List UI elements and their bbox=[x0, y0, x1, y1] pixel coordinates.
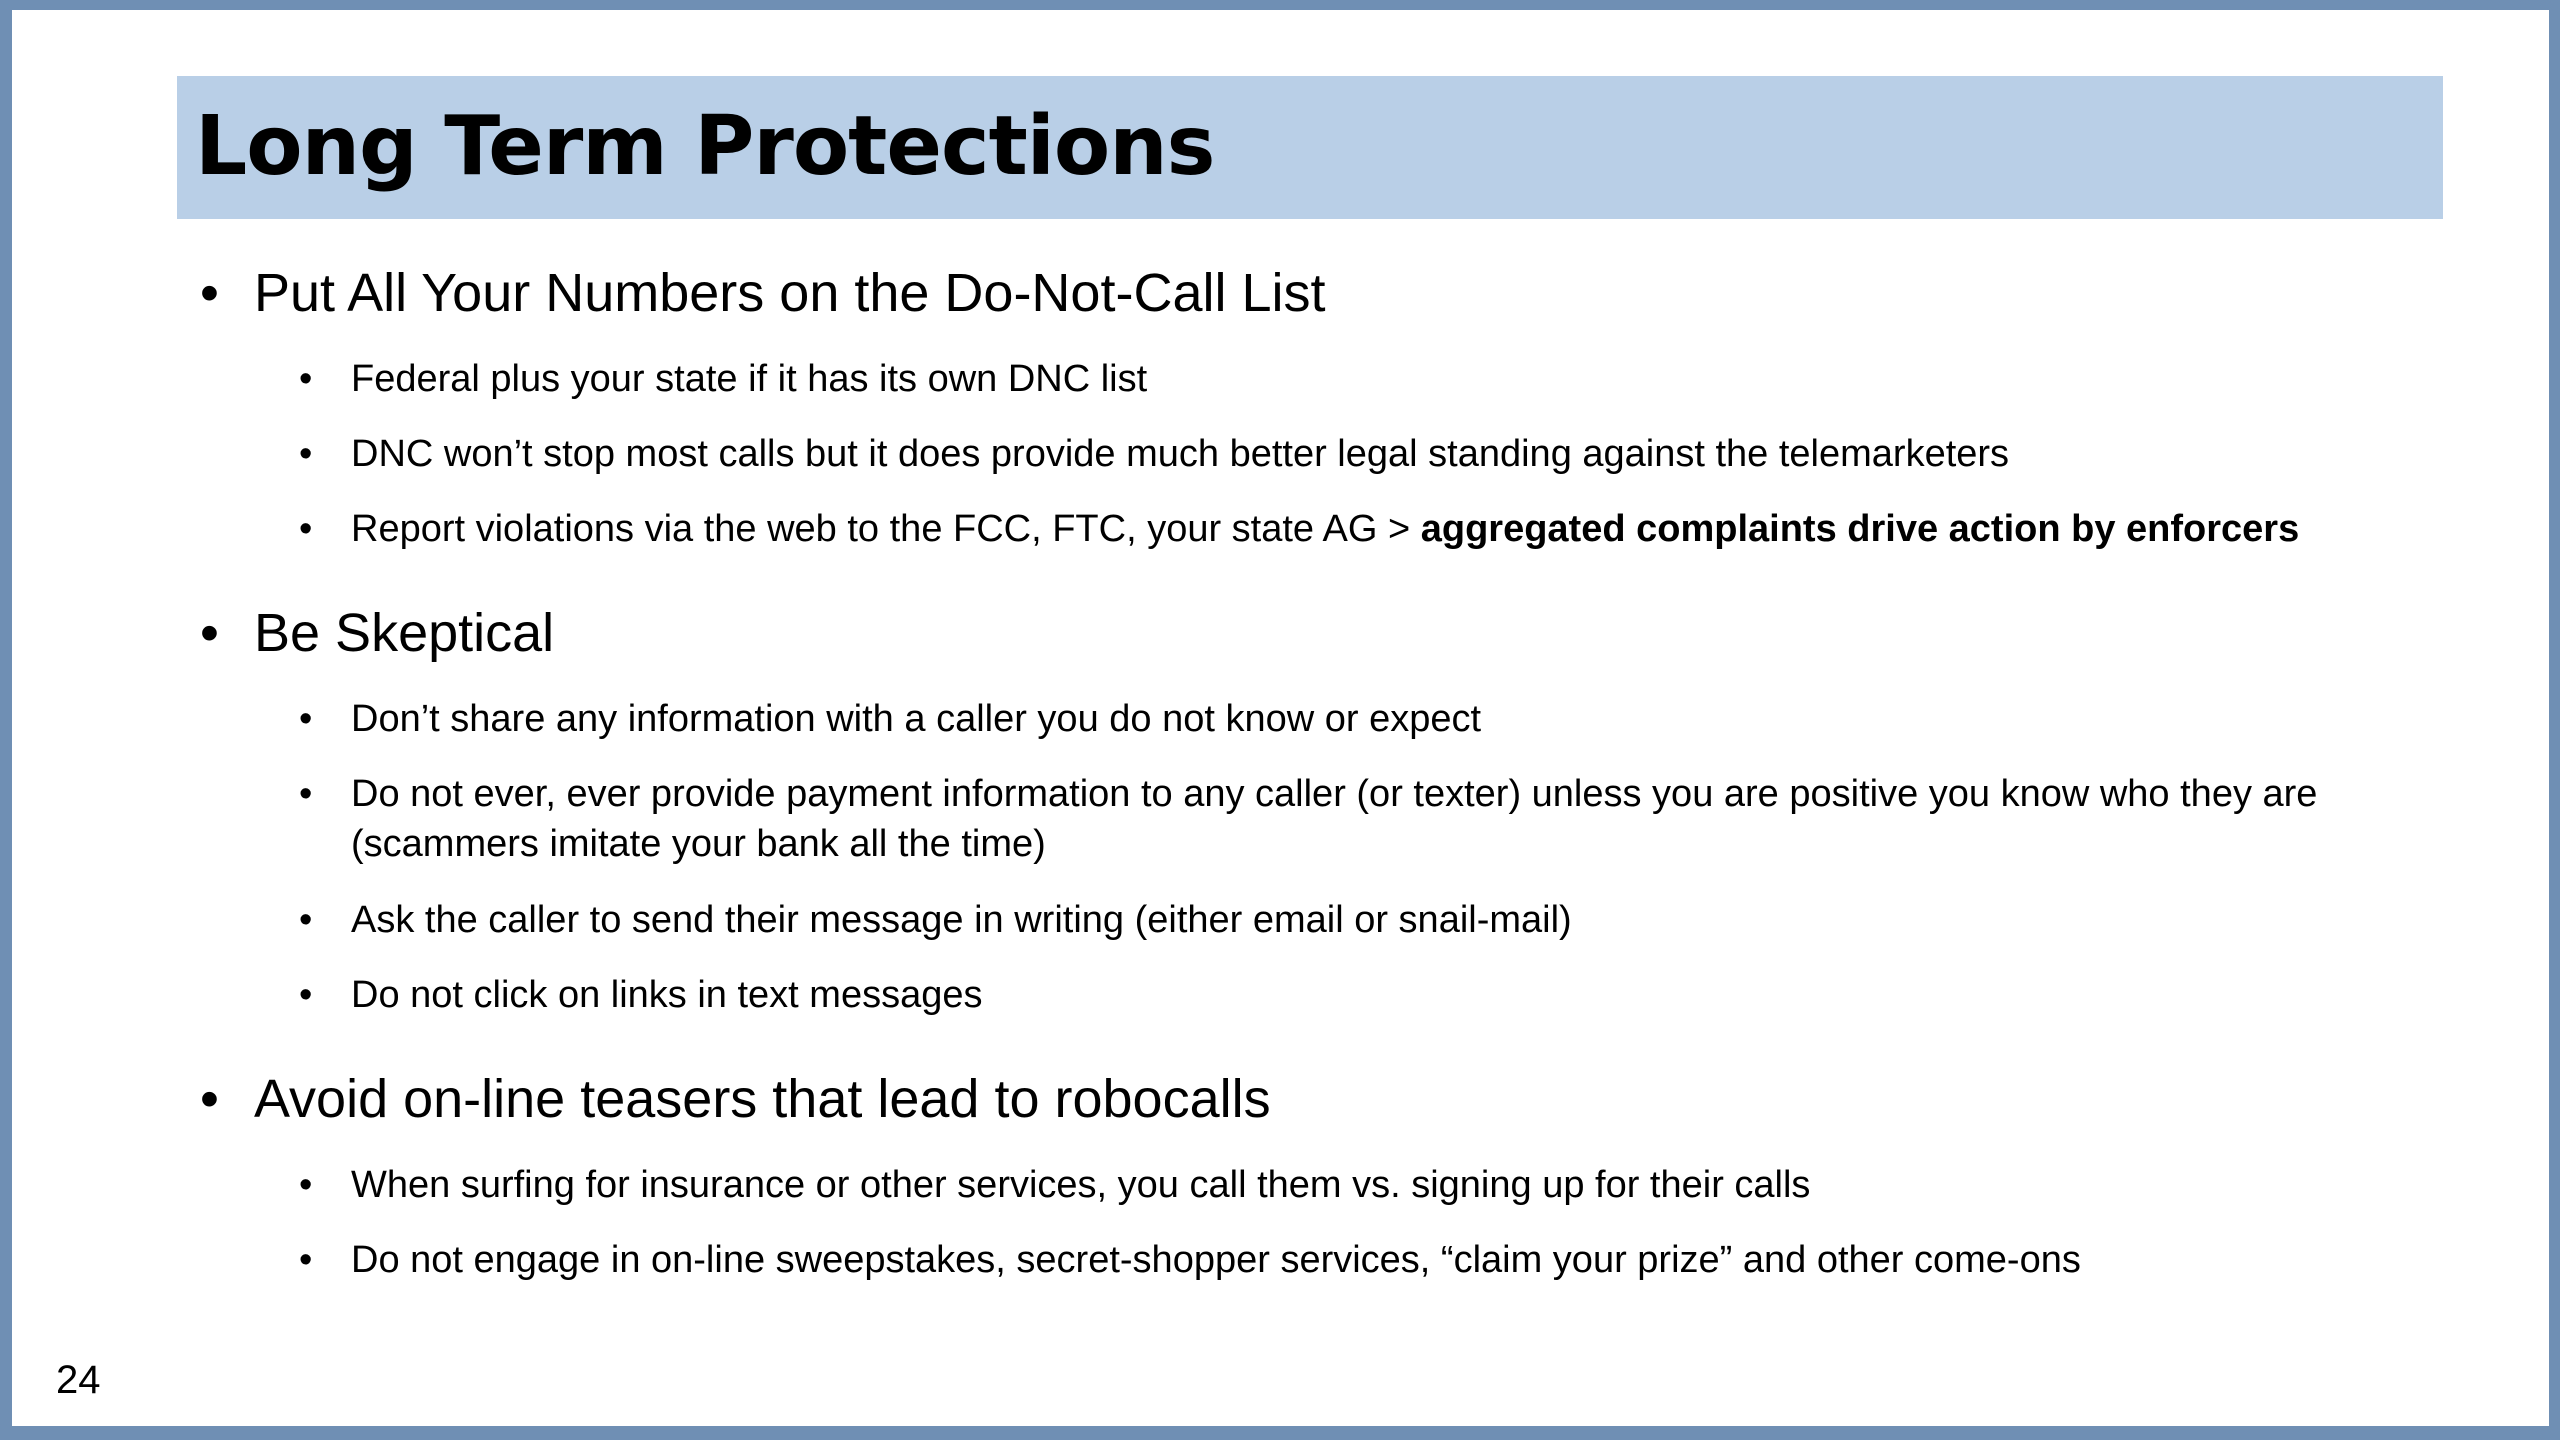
list-item-text: When surfing for insurance or other services, you call them vs. signing up for their calls bbox=[351, 1164, 1811, 1206]
bullet-icon: • bbox=[200, 603, 219, 663]
list-item-text: DNC won’t stop most calls but it does provide much better legal standing against the telemarketers bbox=[351, 433, 2010, 475]
section-heading-label: Be Skeptical bbox=[254, 603, 555, 663]
bullet-icon: • bbox=[299, 1164, 313, 1206]
list-item-text: Do not click on links in text messages bbox=[351, 974, 983, 1016]
bullet-icon: • bbox=[299, 433, 313, 475]
bullet-icon: • bbox=[299, 358, 313, 400]
section-heading-label: Avoid on-line teasers that lead to robocalls bbox=[254, 1069, 1271, 1129]
section-heading-label: Put All Your Numbers on the Do-Not-Call List bbox=[254, 263, 1326, 323]
bullet-icon: • bbox=[299, 773, 313, 815]
page-number: 24 bbox=[56, 1358, 101, 1402]
list-item-text: Don’t share any information with a caller you do not know or expect bbox=[351, 698, 1482, 740]
bullet-icon: • bbox=[200, 263, 219, 323]
bullet-icon: • bbox=[200, 1069, 219, 1129]
list-item-text: Do not ever, ever provide payment information to any caller (or texter) unless you are positive you know who they are (scammers imitate your bank all the time) bbox=[351, 773, 2318, 865]
list-item-text: Federal plus your state if it has its own DNC list bbox=[351, 358, 1148, 400]
bullet-icon: • bbox=[299, 698, 313, 740]
list-item-text bbox=[351, 504, 2431, 554]
title-bar bbox=[177, 76, 2443, 219]
bullet-icon: • bbox=[299, 1239, 313, 1281]
bullet-icon: • bbox=[299, 974, 313, 1016]
bullet-icon: • bbox=[299, 508, 313, 550]
bullet-icon: • bbox=[299, 899, 313, 941]
list-item-text: Ask the caller to send their message in writing (either email or snail-mail) bbox=[351, 899, 1572, 941]
list-item-text: Do not engage in on-line sweepstakes, secret-shopper services, “claim your prize” and other come-ons bbox=[351, 1239, 2081, 1281]
list-item-text-emphasis: aggregated complaints drive action by enforcers bbox=[1420, 508, 2300, 550]
slide-title: Long Term Protections bbox=[195, 99, 1215, 194]
list-item-text-regular: Report violations via the web to the FCC, FTC, your state AG > bbox=[351, 508, 1421, 550]
